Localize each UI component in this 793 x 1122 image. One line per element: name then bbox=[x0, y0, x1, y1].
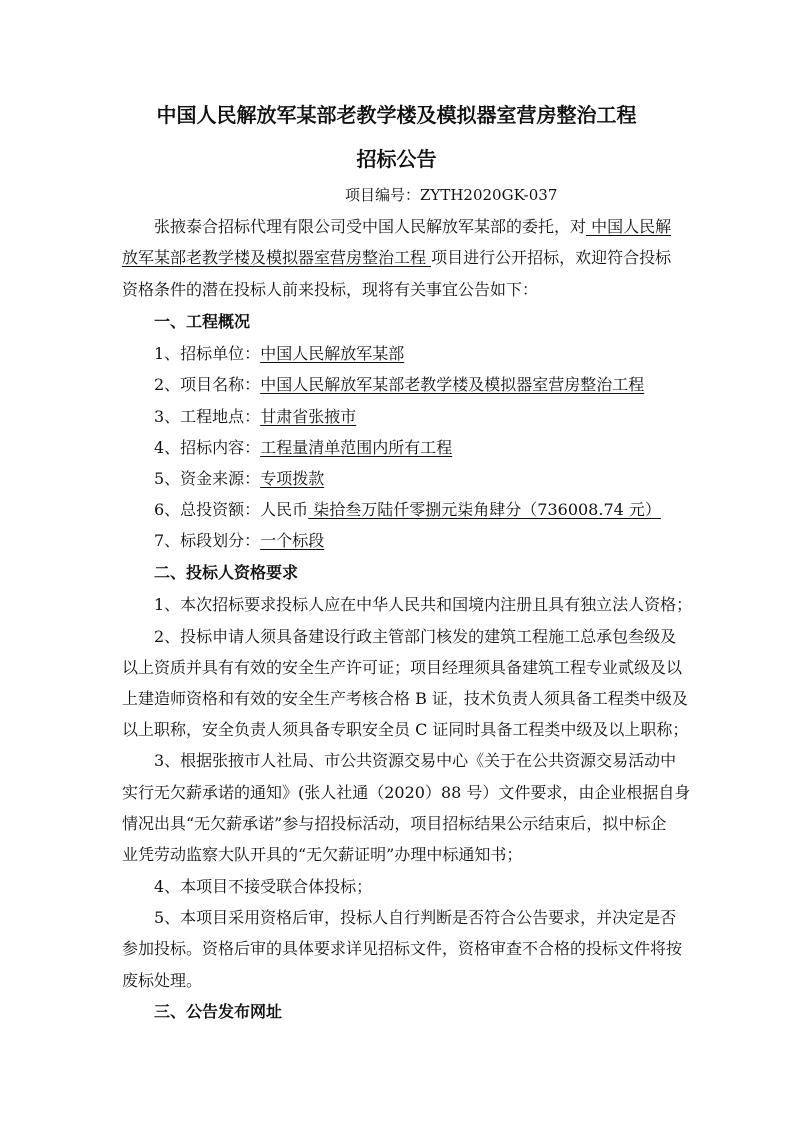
paragraph-line: 4、本项目不接受联合体投标； bbox=[154, 877, 373, 896]
paragraph-line: 参加投标。资格后审的具体要求详见招标文件，资格审查不合格的投标文件将按 bbox=[122, 939, 683, 958]
paragraph-line: 业凭劳动监察大队开具的“无欠薪证明”办理中标通知书； bbox=[122, 845, 523, 864]
item-value: 专项拨款 bbox=[260, 469, 325, 488]
intro-line-1 bbox=[154, 216, 671, 238]
item-label: 4、招标内容： bbox=[154, 438, 261, 457]
paragraph-line: 实行无欠薪承诺的通知》(张人社通（2020）88 号）文件要求，由企业根据自身 bbox=[122, 783, 691, 802]
document-subtitle: 招标公告 bbox=[356, 147, 437, 171]
paragraph-line: 以上资质并具有有效的安全生产许可证；项目经理须具备建筑工程专业贰级及以 bbox=[122, 658, 683, 677]
item-value: 中国人民解放军某部 bbox=[260, 344, 405, 363]
item-value: 柒拾叁万陆仟零捌元柒角肆分（736008.74 元） bbox=[308, 500, 661, 519]
paragraph-line: 5、本项目采用资格后审，投标人自行判断是否符合公告要求，并决定是否 bbox=[154, 908, 677, 927]
list-item bbox=[154, 468, 324, 490]
item-label: 2、项目名称： bbox=[154, 375, 261, 394]
project-number: 项目编号：ZYTH2020GK-037 bbox=[345, 186, 558, 204]
paragraph-line: 上建造师资格和有效的安全生产考核合格 B 证，技术负责人须具备工程类中级及 bbox=[122, 689, 688, 708]
item-label: 5、资金来源： bbox=[154, 469, 261, 488]
intro-line-2 bbox=[122, 247, 671, 269]
paragraph-line: 2、投标申请人须具备建设行政主管部门核发的建筑工程施工总承包叁级及 bbox=[154, 627, 677, 646]
item-value: 工程量清单范围内所有工程 bbox=[260, 438, 453, 457]
item-value: 中国人民解放军某部老教学楼及模拟器室营房整治工程 bbox=[260, 375, 645, 394]
item-value: 甘肃省张掖市 bbox=[260, 407, 357, 426]
item-label: 7、标段划分： bbox=[154, 531, 261, 550]
list-item bbox=[154, 343, 404, 365]
document-title: 中国人民解放军某部老教学楼及模拟器室营房整治工程 bbox=[156, 103, 637, 127]
list-item bbox=[154, 530, 324, 552]
paragraph-line: 以上职称，安全负责人须具备专职安全员 C 证同时具备工程类中级及以上职称； bbox=[122, 720, 689, 739]
intro-project-name-part1: 中国人民解 bbox=[586, 217, 672, 236]
intro-project-name-part2: 放军某部老教学楼及模拟器室营房整治工程 bbox=[122, 248, 432, 267]
list-item bbox=[154, 499, 661, 521]
section-heading-overview: 一、工程概况 bbox=[154, 312, 251, 331]
paragraph-line: 3、根据张掖市人社局、市公共资源交易中心《关于在公共资源交易活动中 bbox=[154, 751, 677, 770]
item-label: 6、总投资额：人民币 bbox=[154, 500, 309, 519]
intro-text: 项目进行公开招标，欢迎符合投标 bbox=[431, 248, 672, 267]
paragraph-line: 情况出具“无欠薪承诺”参与招投标活动，项目招标结果公示结束后，拟中标企 bbox=[122, 814, 667, 833]
section-heading-qualifications: 二、投标人资格要求 bbox=[154, 563, 299, 582]
list-item bbox=[154, 406, 356, 428]
intro-line-3: 资格条件的潜在投标人前来投标，现将有关事宜公告如下： bbox=[122, 280, 539, 299]
paragraph-line: 1、本次招标要求投标人应在中华人民共和国境内注册且具有独立法人资格； bbox=[154, 595, 693, 614]
paragraph-line: 废标处理。 bbox=[122, 971, 203, 990]
intro-text: 张掖泰合招标代理有限公司受中国人民解放军某部的委托，对 bbox=[154, 217, 587, 236]
item-label: 3、工程地点： bbox=[154, 407, 261, 426]
item-label: 1、招标单位： bbox=[154, 344, 261, 363]
list-item bbox=[154, 374, 644, 396]
section-heading-website: 三、公告发布网址 bbox=[154, 1002, 283, 1021]
list-item bbox=[154, 437, 452, 459]
item-value: 一个标段 bbox=[260, 531, 325, 550]
